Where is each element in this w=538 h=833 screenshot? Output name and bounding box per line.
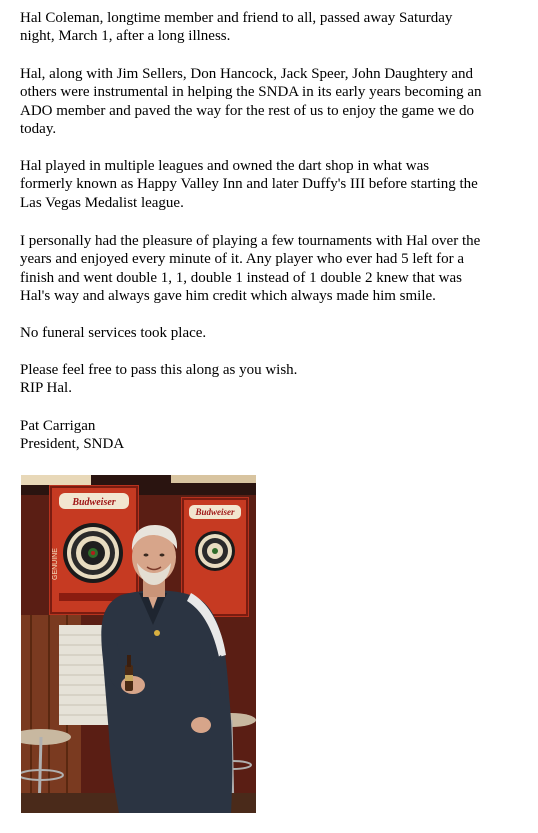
text-line: years and enjoyed every minute of it. Any player who ever had 5 left for a — [20, 251, 465, 268]
signature-block — [20, 417, 520, 454]
text-line: Please feel free to pass this along as you wish. — [20, 362, 298, 378]
signature-title: President, SNDA — [20, 436, 125, 453]
text-line: others were instrumental in helping the SNDA in its early years becoming an — [20, 84, 482, 101]
side-text: GENUINE — [52, 548, 59, 580]
text-line: Hal Coleman, longtime member and friend to all, passed away Saturday — [20, 10, 453, 26]
paragraph-history — [20, 65, 520, 139]
paragraph-leagues — [20, 157, 520, 212]
paragraph-personal — [20, 232, 520, 306]
text-line: finish and went double 1, 1, double 1 instead of 1 double 2 knew that was — [20, 269, 463, 286]
text-line: ADO member and paved the way for the rest of us to enjoy the game we do — [20, 102, 475, 119]
portrait-photo — [21, 475, 256, 813]
text-line: Las Vegas Medalist league. — [20, 194, 184, 211]
paragraph-closing — [20, 361, 520, 398]
text-line: RIP Hal. — [20, 380, 72, 397]
paragraph-announcement — [20, 9, 520, 46]
paragraph-services — [20, 324, 520, 342]
text-line: No funeral services took place. — [20, 325, 207, 341]
text-line: Hal, along with Jim Sellers, Don Hancock, Jack Speer, John Daughtery and — [20, 66, 474, 82]
text-line: formerly known as Happy Valley Inn and later Duffy's III before starting the — [20, 176, 478, 193]
sign-text-right: Budweiser — [195, 507, 235, 517]
text-line: today. — [20, 121, 57, 138]
photo-illustration — [21, 475, 256, 813]
text-line: Hal played in multiple leagues and owned the dart shop in what was — [20, 158, 430, 174]
text-line: I personally had the pleasure of playing a few tournaments with Hal over the — [20, 233, 481, 249]
signature-name: Pat Carrigan — [20, 418, 96, 434]
sign-text-left: Budweiser — [72, 497, 116, 508]
text-line: Hal's way and always gave him credit which always made him smile. — [20, 288, 436, 305]
text-line: night, March 1, after a long illness. — [20, 28, 231, 45]
